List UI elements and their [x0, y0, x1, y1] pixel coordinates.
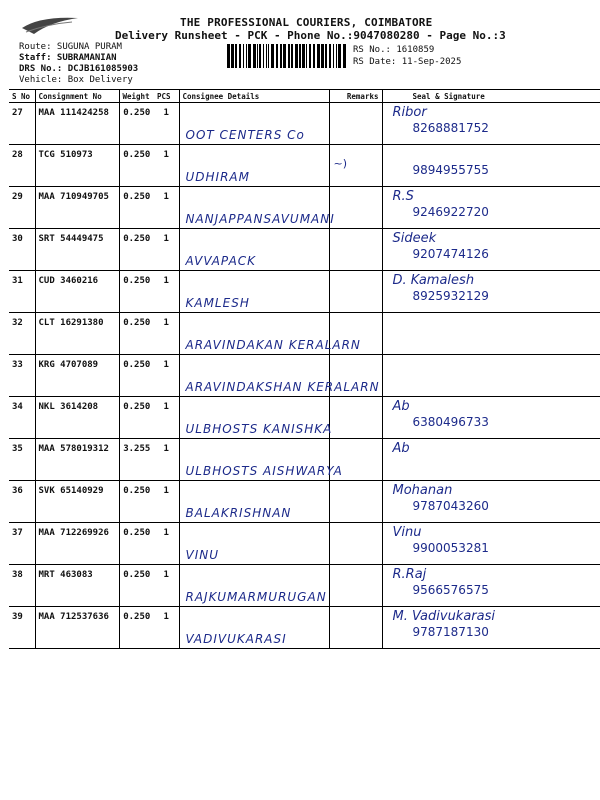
remarks-cell	[329, 565, 382, 607]
staff-label: Staff: SUBRAMANIAN	[19, 53, 117, 63]
consignee-name: VADIVUKARASI	[185, 632, 287, 646]
table-row	[9, 565, 600, 607]
consignment-cell: MRT 463083	[35, 565, 119, 607]
consignment-cell: KRG 4707089	[35, 355, 119, 397]
consignment-cell: CUD 3460216	[35, 271, 119, 313]
sno-cell: 33	[9, 355, 35, 397]
seal-signature-cell	[382, 439, 600, 481]
barcode-bar	[321, 44, 324, 68]
vehicle-label: Vehicle: Box Delivery	[19, 75, 133, 85]
pcs-cell: 1	[154, 313, 179, 355]
delivery-table	[9, 89, 600, 649]
signature-phone: 9246922720	[412, 205, 489, 219]
barcode-bar	[259, 44, 261, 68]
barcode-bar	[288, 44, 290, 68]
signature-phone: 9566576575	[412, 583, 489, 597]
weight-cell: 0.250	[119, 271, 154, 313]
signature-text: Ribor	[392, 105, 427, 120]
sno-cell: 28	[9, 145, 35, 187]
seal-signature-cell	[382, 271, 600, 313]
sno-cell: 27	[9, 103, 35, 145]
consignee-cell	[179, 103, 329, 145]
remarks-cell	[329, 271, 382, 313]
barcode-bar	[253, 44, 256, 68]
pcs-cell: 1	[154, 607, 179, 649]
pcs-cell: 1	[154, 397, 179, 439]
barcode-bar	[280, 44, 282, 68]
signature-phone: 6380496733	[412, 415, 489, 429]
consignee-cell	[179, 523, 329, 565]
weight-cell: 0.250	[119, 103, 154, 145]
sno-cell: 39	[9, 607, 35, 649]
pcs-cell: 1	[154, 439, 179, 481]
sno-cell: 38	[9, 565, 35, 607]
signature-phone: 9787043260	[412, 499, 489, 513]
weight-cell: 0.250	[119, 481, 154, 523]
weight-cell: 3.255	[119, 439, 154, 481]
weight-cell: 0.250	[119, 565, 154, 607]
consignee-name: RAJKUMARMURUGAN	[185, 590, 327, 604]
consignee-cell	[179, 565, 329, 607]
barcode-bar	[313, 44, 315, 68]
consignee-name: UDHIRAM	[185, 170, 250, 184]
consignee-name: BALAKRISHNAN	[185, 506, 292, 520]
barcode-bar	[317, 44, 320, 68]
sno-cell: 30	[9, 229, 35, 271]
barcode-bar	[333, 44, 334, 68]
table-row	[9, 397, 600, 439]
seal-signature-cell	[382, 397, 600, 439]
seal-signature-cell	[382, 103, 600, 145]
barcode-bar	[338, 44, 341, 68]
consignee-cell	[179, 271, 329, 313]
barcode-bar	[306, 44, 307, 68]
consignee-name: KAMLESH	[185, 296, 250, 310]
consignee-cell	[179, 145, 329, 187]
barcode-bar	[268, 44, 269, 68]
sno-cell: 35	[9, 439, 35, 481]
consignment-cell: MAA 712269926	[35, 523, 119, 565]
sno-cell: 29	[9, 187, 35, 229]
weight-cell: 0.250	[119, 145, 154, 187]
sno-cell: 31	[9, 271, 35, 313]
remarks-cell	[329, 481, 382, 523]
barcode-bar	[295, 44, 298, 68]
consignee-cell	[179, 607, 329, 649]
remarks-cell	[329, 229, 382, 271]
barcode-bar	[309, 44, 311, 68]
consignment-cell: SVK 65140929	[35, 481, 119, 523]
remarks-cell	[329, 607, 382, 649]
pcs-cell: 1	[154, 229, 179, 271]
barcode-bar	[329, 44, 331, 68]
consignee-cell	[179, 481, 329, 523]
barcode-bar	[235, 44, 237, 68]
table-row	[9, 187, 600, 229]
signature-phone: 9900053281	[412, 541, 489, 555]
col-sno-header: S No	[9, 90, 35, 103]
remarks-cell	[329, 313, 382, 355]
pcs-cell: 1	[154, 481, 179, 523]
weight-cell: 0.250	[119, 523, 154, 565]
weight-cell: 0.250	[119, 355, 154, 397]
table-row	[9, 313, 600, 355]
barcode-bar	[291, 44, 293, 68]
signature-phone: 9894955755	[412, 163, 489, 177]
barcode-bar	[246, 44, 247, 68]
table-row	[9, 439, 600, 481]
table-header-row	[9, 90, 600, 103]
seal-signature-cell	[382, 355, 600, 397]
pcs-cell: 1	[154, 187, 179, 229]
signature-text: R.Raj	[392, 567, 427, 582]
barcode-bar	[276, 44, 278, 68]
pcs-cell: 1	[154, 355, 179, 397]
consignment-cell: MAA 111424258	[35, 103, 119, 145]
consignment-cell: MAA 710949705	[35, 187, 119, 229]
signature-text: Ab	[392, 399, 410, 414]
col-weight-header: Weight	[119, 90, 154, 103]
consignee-name: NANJAPPANSAVUMANI	[185, 212, 335, 226]
table-row	[9, 355, 600, 397]
signature-text: Mohanan	[392, 483, 453, 498]
barcode-bar	[302, 44, 305, 68]
pcs-cell: 1	[154, 565, 179, 607]
remarks-cell	[329, 397, 382, 439]
consignee-name: ARAVINDAKSHAN KERALARN	[185, 380, 380, 394]
barcode-bar	[227, 44, 230, 68]
col-consignee-header: Consignee Details	[179, 90, 329, 103]
consignee-cell	[179, 439, 343, 481]
sno-cell: 34	[9, 397, 35, 439]
barcode-bar	[336, 44, 337, 68]
consignee-cell	[179, 355, 380, 397]
sno-cell: 32	[9, 313, 35, 355]
barcode-bar	[343, 44, 346, 68]
consignment-cell: MAA 578019312	[35, 439, 119, 481]
runsheet-subtitle: Delivery Runsheet - PCK - Phone No.:9047080280 - Page No.:3	[115, 29, 506, 42]
seal-signature-cell	[382, 313, 600, 355]
remarks-text: ~)	[333, 157, 348, 170]
seal-signature-cell	[382, 607, 600, 649]
pcs-cell: 1	[154, 103, 179, 145]
consignee-name: ULBHOSTS KANISHKA	[185, 422, 333, 436]
consignment-cell: MAA 712537636	[35, 607, 119, 649]
barcode-bar	[299, 44, 301, 68]
table-row	[9, 271, 600, 313]
col-remarks-header: Remarks	[329, 90, 382, 103]
barcode-bar	[263, 44, 264, 68]
rs-number: RS No.: 1610859	[353, 45, 435, 55]
consignee-name: AVVAPACK	[185, 254, 257, 268]
table-row	[9, 229, 600, 271]
signature-text: Sideek	[392, 231, 437, 246]
table-row	[9, 481, 600, 523]
consignee-name: VINU	[185, 548, 220, 562]
consignee-name: ULBHOSTS AISHWARYA	[185, 464, 343, 478]
remarks-cell	[329, 439, 382, 481]
consignment-cell: CLT 16291380	[35, 313, 119, 355]
signature-text: D. Kamalesh	[392, 273, 475, 288]
table-row	[9, 607, 600, 649]
remarks-cell	[329, 355, 382, 397]
pcs-cell: 1	[154, 271, 179, 313]
signature-phone: 8925932129	[412, 289, 489, 303]
drs-number: DRS No.: DCJB161085903	[19, 64, 139, 74]
route-label: Route: SUGUNA PURAM	[19, 42, 122, 52]
runsheet-info	[19, 42, 138, 86]
consignment-cell: TCG 510973	[35, 145, 119, 187]
barcode-icon	[227, 44, 347, 68]
barcode-bar	[239, 44, 241, 68]
signature-phone: 9787187130	[412, 625, 489, 639]
pcs-cell: 1	[154, 523, 179, 565]
sno-cell: 36	[9, 481, 35, 523]
signature-text: Vinu	[392, 525, 422, 540]
col-seal-header: Seal & Signature	[382, 90, 600, 103]
seal-signature-cell	[382, 481, 600, 523]
consignee-name: OOT CENTERS Co	[185, 128, 305, 142]
table-row	[9, 145, 600, 187]
signature-text: M. Vadivukarasi	[392, 609, 495, 624]
consignment-cell: NKL 3614208	[35, 397, 119, 439]
barcode-bar	[248, 44, 251, 68]
weight-cell: 0.250	[119, 187, 154, 229]
signature-text: R.S	[392, 189, 414, 204]
rs-date: RS Date: 11-Sep-2025	[353, 57, 462, 67]
col-pcs-header: PCS	[154, 90, 179, 103]
courier-logo-icon	[20, 14, 80, 36]
barcode-bar	[271, 44, 274, 68]
table-row	[9, 103, 600, 145]
barcode-bar	[266, 44, 267, 68]
weight-cell: 0.250	[119, 607, 154, 649]
sno-cell: 37	[9, 523, 35, 565]
signature-phone: 8268881752	[412, 121, 489, 135]
consignee-cell	[179, 313, 361, 355]
barcode-bar	[231, 44, 234, 68]
weight-cell: 0.250	[119, 397, 154, 439]
barcode-bar	[257, 44, 258, 68]
consignee-cell	[179, 397, 333, 439]
remarks-cell	[329, 187, 382, 229]
seal-signature-cell	[382, 565, 600, 607]
seal-signature-cell	[382, 145, 600, 187]
pcs-cell: 1	[154, 145, 179, 187]
col-consignment-header: Consignment No	[35, 90, 119, 103]
barcode-bar	[243, 44, 244, 68]
seal-signature-cell	[382, 229, 600, 271]
company-title: THE PROFESSIONAL COURIERS, COIMBATORE	[180, 16, 433, 29]
consignee-cell	[179, 187, 335, 229]
signature-phone: 9207474126	[412, 247, 489, 261]
weight-cell: 0.250	[119, 313, 154, 355]
barcode-bar	[325, 44, 327, 68]
seal-signature-cell	[382, 523, 600, 565]
remarks-cell	[329, 523, 382, 565]
rs-info	[353, 44, 461, 68]
consignee-cell	[179, 229, 329, 271]
seal-signature-cell	[382, 187, 600, 229]
remarks-cell	[329, 145, 382, 187]
weight-cell: 0.250	[119, 229, 154, 271]
signature-text: Ab	[392, 441, 410, 456]
consignment-cell: SRT 54449475	[35, 229, 119, 271]
barcode-bar	[283, 44, 286, 68]
table-row	[9, 523, 600, 565]
remarks-cell	[329, 103, 382, 145]
consignee-name: ARAVINDAKAN KERALARN	[185, 338, 361, 352]
